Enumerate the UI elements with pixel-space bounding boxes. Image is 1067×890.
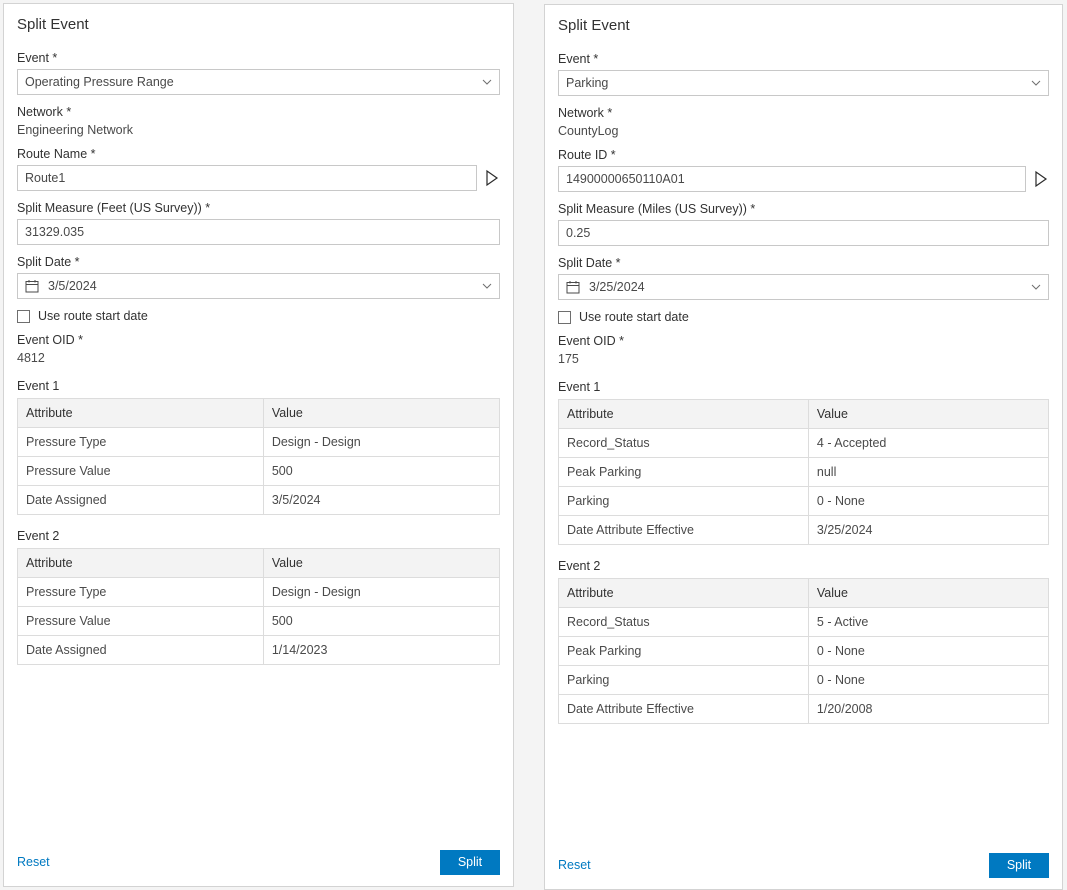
split-measure-input[interactable] <box>558 220 1049 246</box>
column-attribute: Attribute <box>559 579 809 608</box>
cell-attribute: Date Attribute Effective <box>559 516 809 545</box>
route-label: Route ID * <box>558 148 616 162</box>
column-attribute: Attribute <box>18 399 264 428</box>
table-row <box>18 486 500 515</box>
cell-value: 500 <box>263 607 499 636</box>
split-date-label: Split Date * <box>558 256 621 270</box>
cell-attribute: Date Assigned <box>18 636 264 665</box>
table-row <box>559 608 1049 637</box>
cell-attribute: Pressure Type <box>18 428 264 457</box>
cell-value: 5 - Active <box>808 608 1048 637</box>
table-header-row <box>18 549 500 578</box>
route-picker-icon[interactable] <box>484 169 500 187</box>
network-label: Network * <box>558 106 613 120</box>
split-date-wrap <box>558 274 1049 300</box>
route-input[interactable] <box>17 165 477 191</box>
cell-value: 0 - None <box>808 487 1048 516</box>
column-attribute: Attribute <box>559 400 809 429</box>
route-row <box>17 165 500 191</box>
column-value: Value <box>808 579 1048 608</box>
cell-value: 1/20/2008 <box>808 695 1048 724</box>
event1-caption: Event 1 <box>17 379 60 393</box>
table-row <box>559 516 1049 545</box>
table-row <box>559 637 1049 666</box>
cell-value: 3/25/2024 <box>808 516 1048 545</box>
split-date-input[interactable] <box>17 273 500 299</box>
cell-value: Design - Design <box>263 578 499 607</box>
cell-value: Design - Design <box>263 428 499 457</box>
cell-attribute: Peak Parking <box>559 637 809 666</box>
event1-table <box>17 398 500 515</box>
cell-value: 3/5/2024 <box>263 486 499 515</box>
use-route-start-date-label: Use route start date <box>38 309 148 323</box>
panel-title: Split Event <box>558 17 630 34</box>
event-oid-label: Event OID * <box>558 334 624 348</box>
split-date-wrap <box>17 273 500 299</box>
cell-value: null <box>808 458 1048 487</box>
event-select-wrap <box>558 70 1049 96</box>
event-select-wrap <box>17 69 500 95</box>
event-oid-label: Event OID * <box>17 333 83 347</box>
split-button[interactable]: Split <box>989 853 1049 878</box>
event2-table <box>17 548 500 665</box>
table-row <box>18 457 500 486</box>
column-value: Value <box>263 549 499 578</box>
cell-value: 0 - None <box>808 637 1048 666</box>
split-date-input[interactable] <box>558 274 1049 300</box>
table-row <box>18 636 500 665</box>
cell-attribute: Date Attribute Effective <box>559 695 809 724</box>
panel-body <box>545 42 1062 841</box>
event-label: Event * <box>558 52 599 66</box>
use-route-start-date-row[interactable] <box>17 309 500 323</box>
use-route-start-date-label: Use route start date <box>579 310 689 324</box>
network-value: CountyLog <box>558 124 619 138</box>
cell-attribute: Peak Parking <box>559 458 809 487</box>
table-row <box>559 695 1049 724</box>
table-row <box>559 429 1049 458</box>
cell-attribute: Record_Status <box>559 429 809 458</box>
event1-table <box>558 399 1049 545</box>
event1-caption: Event 1 <box>558 380 601 394</box>
event-oid-value: 4812 <box>17 351 45 365</box>
use-route-start-date-checkbox[interactable] <box>558 311 571 324</box>
network-value: Engineering Network <box>17 123 134 137</box>
split-event-panel-right <box>544 4 1063 890</box>
route-picker-icon[interactable] <box>1033 170 1049 188</box>
cell-attribute: Record_Status <box>559 608 809 637</box>
column-attribute: Attribute <box>18 549 264 578</box>
cell-value: 4 - Accepted <box>808 429 1048 458</box>
event-select[interactable] <box>17 69 500 95</box>
panel-body <box>4 41 513 838</box>
use-route-start-date-row[interactable] <box>558 310 1049 324</box>
route-label: Route Name * <box>17 147 96 161</box>
use-route-start-date-checkbox[interactable] <box>17 310 30 323</box>
route-input-wrap <box>17 165 477 191</box>
table-row <box>18 578 500 607</box>
cell-value: 0 - None <box>808 666 1048 695</box>
cell-attribute: Pressure Value <box>18 607 264 636</box>
table-header-row <box>559 579 1049 608</box>
cell-attribute: Pressure Type <box>18 578 264 607</box>
cell-attribute: Parking <box>559 666 809 695</box>
event2-caption: Event 2 <box>17 529 60 543</box>
cell-value: 1/14/2023 <box>263 636 499 665</box>
network-label: Network * <box>17 105 72 119</box>
cell-attribute: Parking <box>559 487 809 516</box>
event-select[interactable] <box>558 70 1049 96</box>
table-row <box>18 428 500 457</box>
route-row <box>558 166 1049 192</box>
cell-attribute: Pressure Value <box>18 457 264 486</box>
split-measure-label: Split Measure (Miles (US Survey)) * <box>558 202 756 216</box>
table-row <box>18 607 500 636</box>
cell-value: 500 <box>263 457 499 486</box>
event-oid-value: 175 <box>558 352 579 366</box>
split-event-panel-left <box>3 3 514 887</box>
panel-title: Split Event <box>17 16 89 33</box>
event2-caption: Event 2 <box>558 559 601 573</box>
table-row <box>559 666 1049 695</box>
event2-table <box>558 578 1049 724</box>
split-button[interactable]: Split <box>440 850 500 875</box>
split-measure-label: Split Measure (Feet (US Survey)) * <box>17 201 211 215</box>
table-row <box>559 458 1049 487</box>
column-value: Value <box>263 399 499 428</box>
reset-link[interactable]: Reset <box>558 858 591 872</box>
table-row <box>559 487 1049 516</box>
split-date-label: Split Date * <box>17 255 80 269</box>
panel-footer <box>4 838 513 886</box>
route-input-wrap <box>558 166 1026 192</box>
event-label: Event * <box>17 51 58 65</box>
panel-footer <box>545 841 1062 889</box>
column-value: Value <box>808 400 1048 429</box>
cell-attribute: Date Assigned <box>18 486 264 515</box>
table-header-row <box>18 399 500 428</box>
table-header-row <box>559 400 1049 429</box>
route-input[interactable] <box>558 166 1026 192</box>
reset-link[interactable]: Reset <box>17 855 50 869</box>
split-measure-input[interactable] <box>17 219 500 245</box>
